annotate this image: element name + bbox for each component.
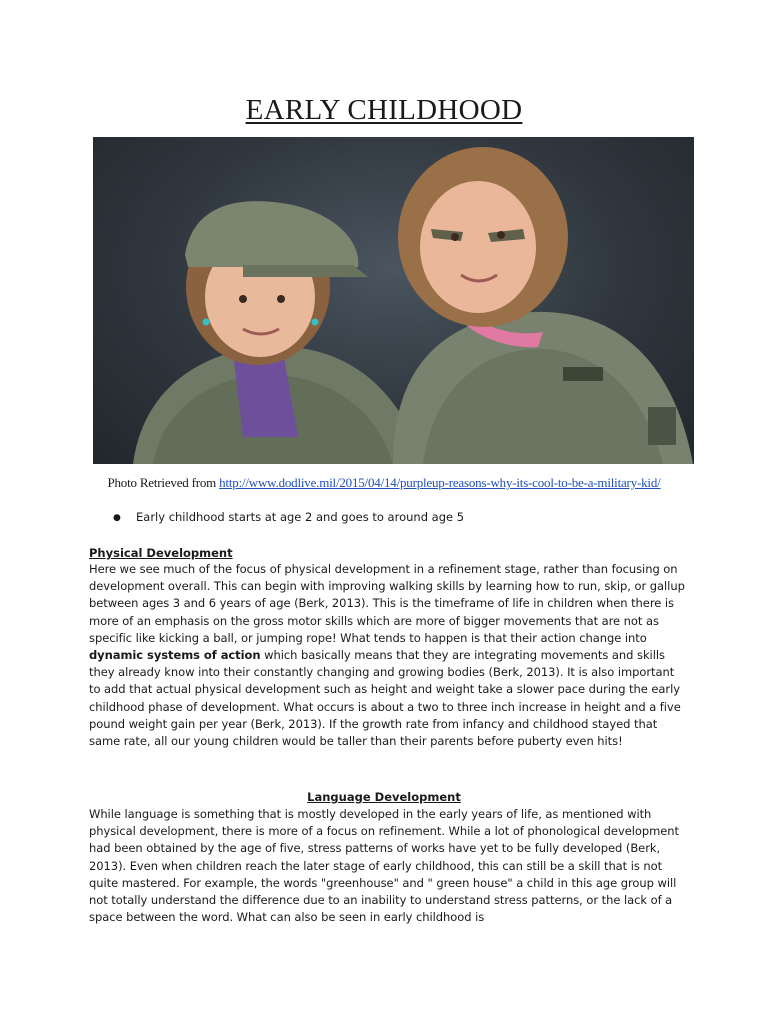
physical-development-paragraph xyxy=(89,561,689,750)
page-title: EARLY CHILDHOOD xyxy=(245,94,523,126)
photo-source-link[interactable]: http://www.dodlive.mil/2015/04/14/purpleup-reasons-why-its-cool-to-be-a-military-kid/ xyxy=(219,475,661,490)
physical-text-after: which basically means that they are integrating movements and skills they already know into their constantly changing and growing bodies (Berk, 2013). It is also important to add that actual physical development such as height and weight take a slower pace during the early childhood phase of development. What occurs is about a two to three inch increase in height and a five pound weight gain per year (Berk, 2013). If the growth rate from infancy and childhood stayed that same rate, all our young children would be taller than their parents before puberty even hits! xyxy=(89,648,681,749)
language-heading-text: Language Development xyxy=(307,790,461,804)
bullet-list xyxy=(113,510,464,524)
caption-prefix: Photo Retrieved from xyxy=(107,475,220,490)
bullet-age-range: ● Early childhood starts at age 2 and goes to around age 5 xyxy=(113,510,464,524)
dynamic-systems-term: dynamic systems of action xyxy=(89,648,261,663)
photo-two-girls-in-camouflage xyxy=(93,137,694,464)
right-girl xyxy=(393,147,693,464)
language-development-paragraph: While language is something that is mostly developed in the early years of life, as mentioned with physical development, there is more of a focus on refinement. While a lot of phonological development had been obtained by the age of five, stress patterns of works have yet to be fully developed (Berk, 2013). Even when children reach the later stage of early childhood, this can still be a skill that is not quite mastered. For example, the words "greenhouse" and " green house" a child in this age group will not totally understand the difference due to an inability to understand stress patterns, or the lack of a space between the word. What can also be seen in early childhood is xyxy=(89,807,679,925)
physical-development-heading: Physical Development xyxy=(89,546,233,560)
left-girl xyxy=(133,201,423,464)
photo-illustration xyxy=(93,137,694,464)
physical-text-before: Here we see much of the focus of physical development in a refinement stage, rather than focusing on development overall. This can begin with improving walking skills by learning how to run, skip, or gallup between ages 3 and 6 years of age (Berk, 2013). This is the timeframe of life in children when there is more of an emphasis on the gross motor skills which are more of bigger movements that are not as specific like kicking a ball, or jumping rope! What tends to happen is that their action change into xyxy=(89,562,685,645)
photo-caption xyxy=(0,475,768,491)
language-development-heading xyxy=(0,789,768,805)
